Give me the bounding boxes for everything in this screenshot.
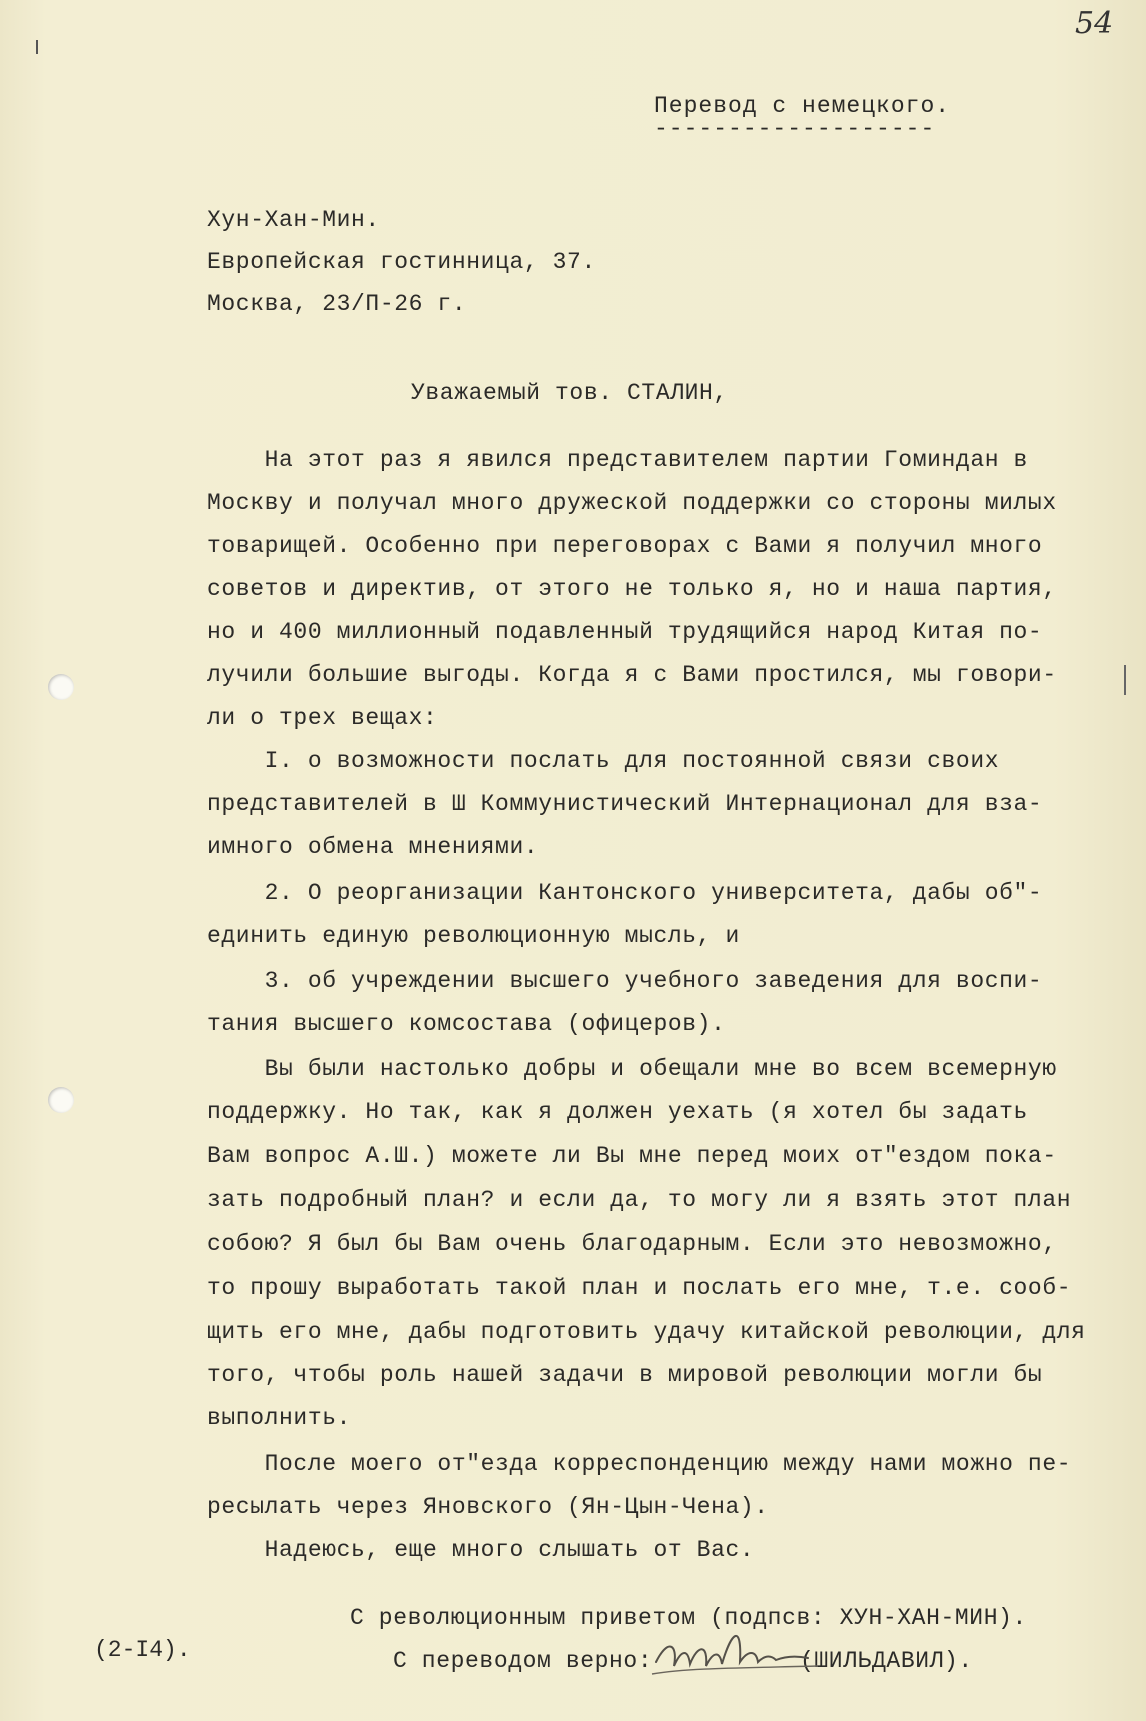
body-line: тания высшего комсостава (офицеров).: [207, 1011, 726, 1037]
body-line: представителей в Ш Коммунистический Интернационал для вза-: [207, 791, 1043, 817]
body-line: лучили большие выгоды. Когда я с Вами простился, мы говори-: [207, 662, 1057, 688]
sender-place-date: Москва, 23/П-26 г.: [207, 291, 467, 317]
body-line: того, чтобы роль нашей задачи в мировой революции могли бы: [207, 1362, 1043, 1388]
heading-underline: -------------------: [654, 116, 936, 142]
sender-address: Европейская гостинница, 37.: [207, 249, 596, 275]
body-line: После моего от"езда корреспонденцию между нами можно пе-: [207, 1451, 1072, 1477]
closing: С революционным приветом (подпсв: ХУН-ХАН-МИН).: [350, 1605, 1027, 1631]
body-line: выполнить.: [207, 1405, 352, 1431]
body-line: Вам вопрос А.Ш.) можете ли Вы мне перед моих от"ездом пока-: [207, 1143, 1057, 1169]
body-line: I. о возможности послать для постоянной связи своих: [207, 748, 1000, 774]
body-line: но и 400 миллионный подавленный трудящийся народ Китая по-: [207, 619, 1043, 645]
body-line: единить единую революционную мысль, и: [207, 923, 740, 949]
body-line: ресылать через Яновского (Ян-Цын-Чена).: [207, 1494, 769, 1520]
document-number: (2-I4).: [94, 1637, 191, 1663]
body-line: то прошу выработать такой план и послать его мне, т.е. сооб-: [207, 1275, 1072, 1301]
body-line: советов и директив, от этого не только я, но и наша партия,: [207, 576, 1057, 602]
punch-hole: [48, 674, 74, 700]
body-line: На этот раз я явился представителем партии Гоминдан в: [207, 447, 1028, 473]
body-line: зать подробный план? и если да, то могу ли я взять этот план: [207, 1187, 1072, 1213]
margin-mark: [1124, 665, 1126, 695]
body-line: Надеюсь, еще много слышать от Вас.: [207, 1537, 755, 1563]
translator-name: (ШИЛЬДАВИЛ).: [800, 1648, 973, 1674]
body-line: 3. об учреждении высшего учебного заведения для воспи-: [207, 968, 1043, 994]
body-line: ли о трех вещах:: [207, 705, 438, 731]
translation-note: С переводом верно:: [393, 1648, 653, 1674]
body-line: поддержку. Но так, как я должен уехать (я хотел бы задать: [207, 1099, 1028, 1125]
body-line: щить его мне, дабы подготовить удачу китайской революции, для: [207, 1319, 1086, 1345]
body-line: имного обмена мнениями.: [207, 834, 539, 860]
heading: Перевод с немецкого.: [654, 93, 951, 119]
margin-mark: [36, 40, 38, 54]
body-line: товарищей. Особенно при переговорах с Вами я получил много: [207, 533, 1043, 559]
sender-name: Хун-Хан-Мин.: [207, 207, 380, 233]
punch-hole: [48, 1087, 74, 1113]
body-line: 2. О реорганизации Кантонского университета, дабы об"-: [207, 880, 1043, 906]
body-line: Вы были настолько добры и обещали мне во всем всемерную: [207, 1056, 1057, 1082]
salutation: Уважаемый тов. СТАЛИН,: [411, 380, 728, 406]
folio-number: 54: [1075, 6, 1114, 41]
handwritten-signature: [648, 1610, 828, 1690]
body-line: собою? Я был бы Вам очень благодарным. Если это невозможно,: [207, 1231, 1057, 1257]
body-line: Москву и получал много дружеской поддержки со стороны милых: [207, 490, 1057, 516]
